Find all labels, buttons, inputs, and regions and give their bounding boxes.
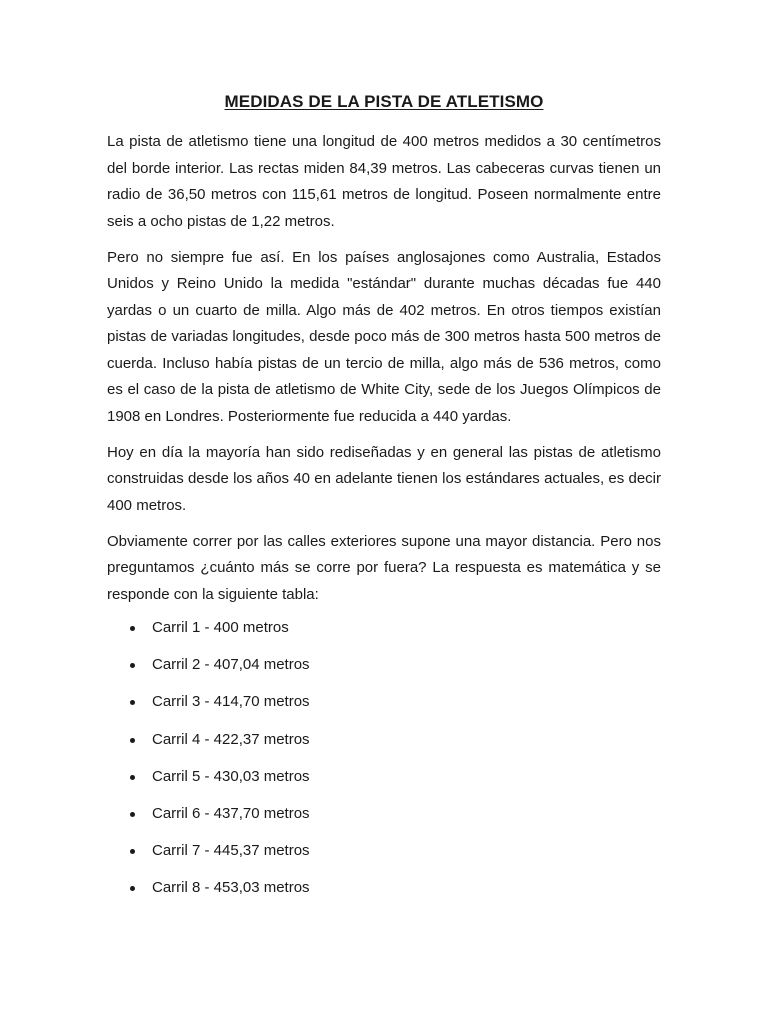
list-item <box>107 767 661 804</box>
document-body <box>107 129 661 916</box>
list-item <box>107 655 661 692</box>
lane-label: Carril 4 - 422,37 metros <box>152 730 310 748</box>
bullet-icon <box>130 663 135 668</box>
paragraph-outer-lanes: Obviamente correr por las calles exteriores supone una mayor distancia. Pero nos preguntamos ¿cuánto más se corre por fuera? La respuesta es matemática y se responde con la siguiente tabla: <box>107 532 661 603</box>
paragraph-track-dimensions: La pista de atletismo tiene una longitud de 400 metros medidos a 30 centímetros del borde interior. Las rectas miden 84,39 metros. Las cabeceras curvas tienen un radio de 36,50 metros con 115,61 metros de longitud. Poseen normalmente entre seis a ocho pistas de 1,22 metros. <box>107 133 661 230</box>
document-title: MEDIDAS DE LA PISTA DE ATLETISMO <box>224 92 544 111</box>
bullet-icon <box>130 775 135 780</box>
lane-label: Carril 5 - 430,03 metros <box>152 767 310 785</box>
list-item <box>107 804 661 841</box>
bullet-icon <box>130 738 135 743</box>
list-item <box>107 878 661 915</box>
bullet-icon <box>130 849 135 854</box>
lane-label: Carril 6 - 437,70 metros <box>152 804 310 822</box>
lane-label: Carril 1 - 400 metros <box>152 619 289 636</box>
paragraph-modern-standard: Hoy en día la mayoría han sido rediseñadas y en general las pistas de atletismo construidas desde los años 40 en adelante tienen los estándares actuales, es decir 400 metros. <box>107 443 661 514</box>
lane-label: Carril 2 - 407,04 metros <box>152 656 310 674</box>
lane-label: Carril 8 - 453,03 metros <box>152 879 310 897</box>
bullet-icon <box>130 812 135 817</box>
list-item <box>107 841 661 878</box>
bullet-icon <box>130 886 135 891</box>
list-item <box>107 692 661 729</box>
bullet-icon <box>130 626 135 631</box>
bullet-icon <box>130 700 135 705</box>
paragraph-history: Pero no siempre fue así. En los países anglosajones como Australia, Estados Unidos y Reino Unido la medida "estándar" durante muchas décadas fue 440 yardas o un cuarto de milla. Algo más de 402 metros. En otros tiempos existían pistas de variadas longitudes, desde poco más de 300 metros hasta 500 metros de cuerda. Incluso había pistas de un tercio de milla, algo más de 536 metros, como es el caso de la pista de atletismo de White City, sede de los Juegos Olímpicos de 1908 en Londres. Posteriormente fue reducida a 440 yardas. <box>107 248 661 425</box>
list-item <box>107 618 661 655</box>
list-item <box>107 730 661 767</box>
lane-distance-list <box>107 618 661 916</box>
lane-label: Carril 3 - 414,70 metros <box>152 693 310 711</box>
lane-label: Carril 7 - 445,37 metros <box>152 842 310 860</box>
